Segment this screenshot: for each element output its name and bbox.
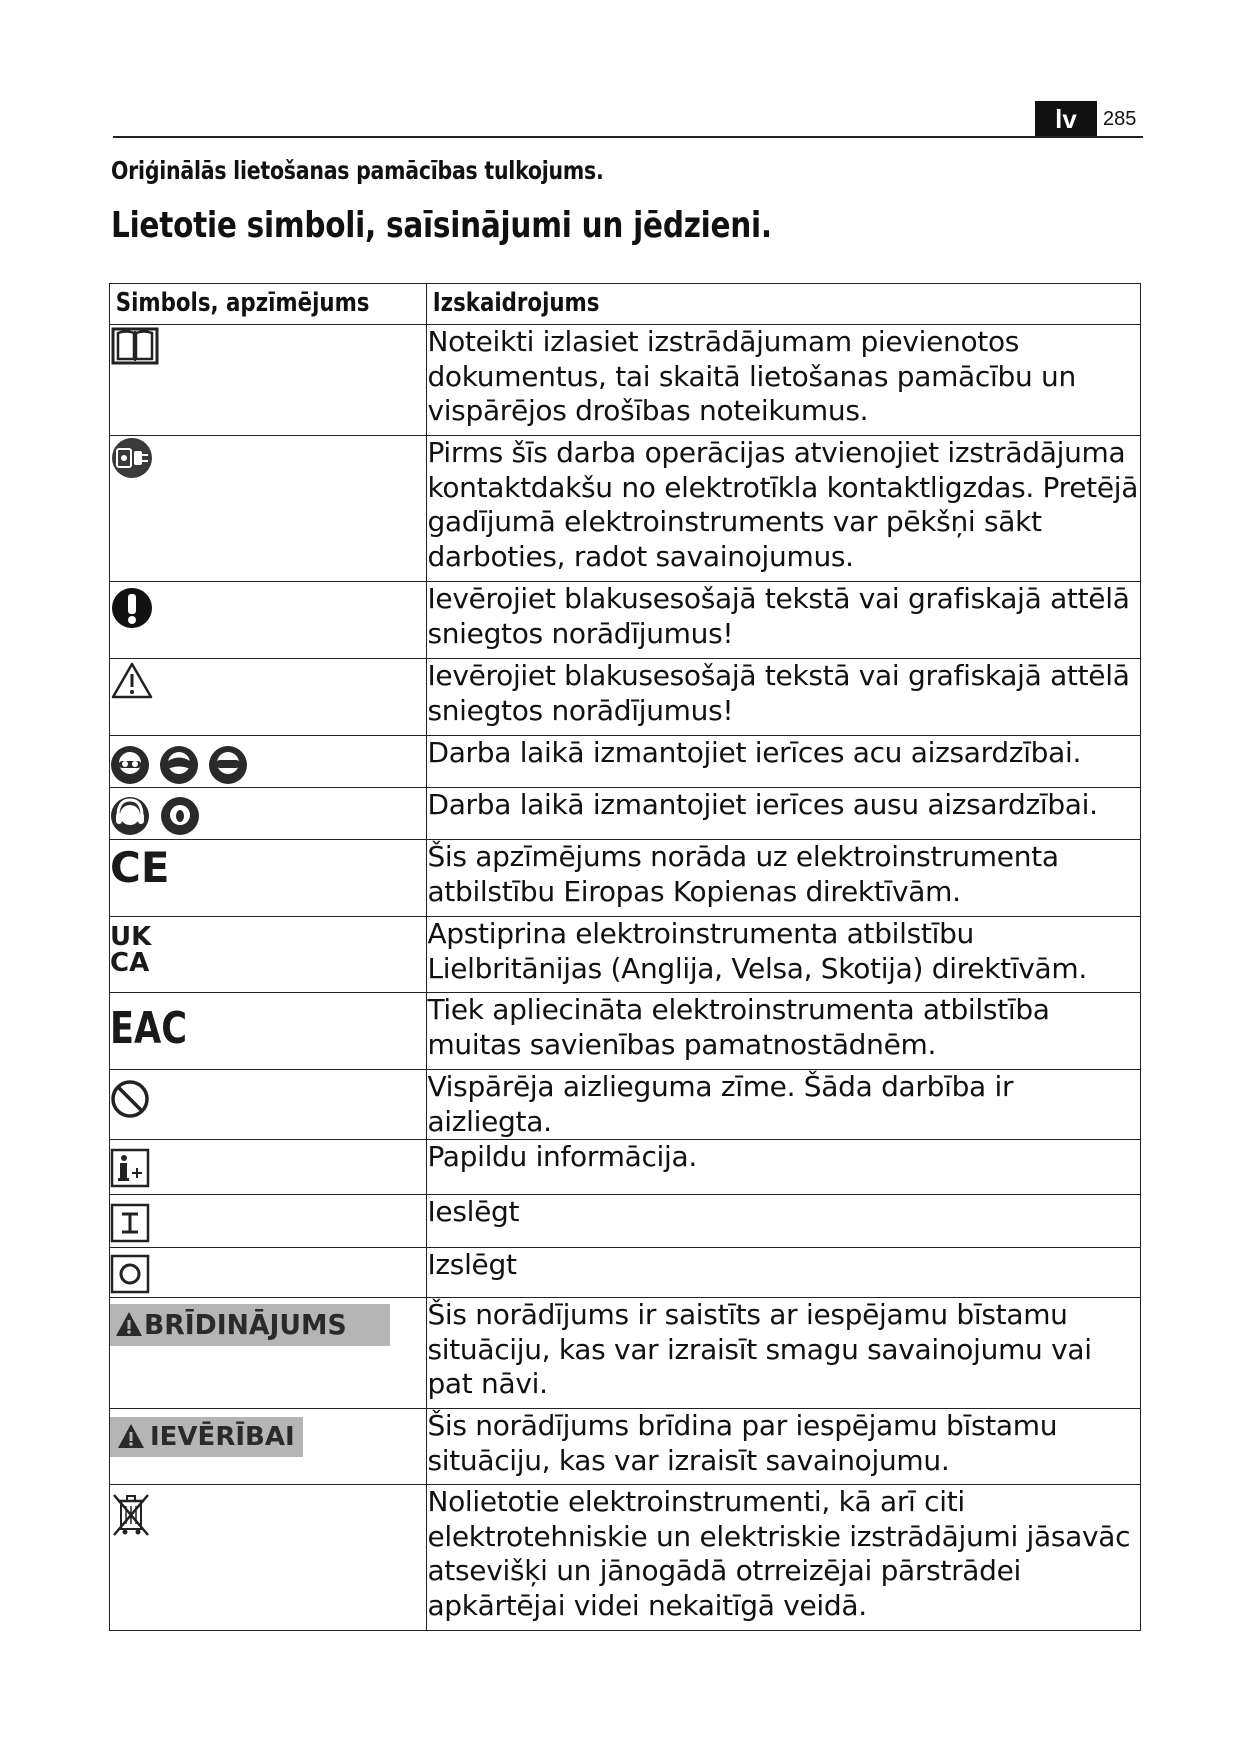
description-cell: Šis apzīmējums norāda uz elektroinstrumenta atbilstību Eiropas Kopienas direktīvām. [427, 840, 1141, 917]
manual-book-icon [110, 325, 160, 367]
table-row [110, 1195, 1141, 1248]
description-cell: Noteikti izlasiet izstrādājumam pievienotos dokumentus, tai skaitā lietošanas pamācību un vispārējos drošības noteikumus. [427, 325, 1141, 436]
warning-badge-icon [110, 1304, 390, 1346]
description-cell: Ievērojiet blakusesošajā tekstā vai grafiskajā attēlā sniegtos norādījumus! [427, 582, 1141, 659]
table-row [110, 325, 1141, 436]
description-cell: Ieslēgt [427, 1195, 1141, 1248]
description-cell: Papildu informācija. [427, 1140, 1141, 1195]
eac-mark-icon [110, 997, 188, 1055]
description-cell: Pirms šīs darba operācijas atvienojiet izstrādājuma kontaktdakšu no elektrotīkla kontaktligzdas. Pretējā gadījumā elektroinstruments var pēkšņi sākt darboties, radot savainojumus. [427, 436, 1141, 582]
ce-mark-text: CE [110, 843, 170, 892]
table-row [110, 1485, 1141, 1631]
header-rule [113, 136, 1143, 138]
eac-mark-text: EAC [110, 1003, 188, 1055]
table-row [110, 1298, 1141, 1409]
table-row [110, 788, 1141, 840]
table-row [110, 582, 1141, 659]
column-header-explanation: Izskaidrojums [427, 284, 1141, 325]
symbols-table [109, 283, 1141, 1631]
table-row [110, 659, 1141, 736]
eye-protection-icon [110, 744, 250, 786]
caution-badge-icon [110, 1417, 303, 1457]
table-row [110, 1140, 1141, 1195]
description-cell: Vispārēja aizlieguma zīme. Šāda darbība ir aizliegta. [427, 1070, 1141, 1140]
table-row [110, 840, 1141, 917]
description-cell: Izslēgt [427, 1248, 1141, 1298]
warning-badge-label: BRĪDINĀJUMS [144, 1308, 347, 1341]
uk-mark-text: UK [110, 922, 152, 952]
description-cell: Šis norādījums ir saistīts ar iespējamu bīstamu situāciju, kas var izraisīt smagu savainojumu vai pat nāvi. [427, 1298, 1141, 1409]
language-tab: lv [1035, 101, 1097, 137]
table-row [110, 736, 1141, 788]
table-row [110, 917, 1141, 993]
table-row [110, 993, 1141, 1070]
table-row [110, 436, 1141, 582]
caution-badge-label: IEVĒRĪBAI [150, 1422, 295, 1452]
description-cell: Apstiprina elektroinstrumenta atbilstību Lielbritānijas (Anglija, Velsa, Skotija) direktīvām. [427, 917, 1141, 993]
page-number: 285 [1103, 108, 1137, 130]
ca-mark-text: CA [110, 948, 150, 978]
description-cell: Darba laikā izmantojiet ierīces ausu aizsardzībai. [427, 788, 1141, 840]
description-cell: Darba laikā izmantojiet ierīces acu aizsardzībai. [427, 736, 1141, 788]
ukca-mark-icon [110, 921, 166, 977]
table-row [110, 1248, 1141, 1298]
ce-mark-icon [110, 844, 170, 890]
power-on-icon [110, 1203, 152, 1245]
description-cell: Nolietotie elektroinstrumenti, kā arī citi elektrotehniskie un elektriskie izstrādājumi jāsavāc atsevišķi un jānogādā otrreizējai pārstrādei apkārtējai videi nekaitīgā veidā. [427, 1485, 1141, 1631]
warning-triangle-icon [110, 661, 154, 701]
page-title: Lietotie simboli, saīsinājumi un jēdzieni. [111, 205, 772, 246]
unplug-icon [110, 436, 154, 480]
document-subtitle: Oriģinālās lietošanas pamācības tulkojums. [111, 156, 604, 185]
description-cell: Šis norādījums brīdina par iespējamu bīstamu situāciju, kas var izraisīt savainojumu. [427, 1409, 1141, 1485]
power-off-icon [110, 1254, 152, 1296]
table-row [110, 1070, 1141, 1140]
description-cell: Ievērojiet blakusesošajā tekstā vai grafiskajā attēlā sniegtos norādījumus! [427, 659, 1141, 736]
prohibition-icon [110, 1078, 152, 1120]
description-cell: Tiek apliecināta elektroinstrumenta atbilstība muitas savienības pamatnostādnēm. [427, 993, 1141, 1070]
warning-triangle-small-icon [116, 1422, 146, 1450]
table-row [110, 1409, 1141, 1485]
column-header-symbol: Simbols, apzīmējums [110, 284, 427, 325]
exclamation-circle-icon [110, 586, 156, 632]
info-plus-icon [110, 1148, 152, 1190]
warning-triangle-small-icon [114, 1310, 144, 1338]
table-header-row [110, 284, 1141, 325]
crossed-bin-icon [110, 1491, 154, 1539]
ear-protection-icon [110, 794, 202, 838]
